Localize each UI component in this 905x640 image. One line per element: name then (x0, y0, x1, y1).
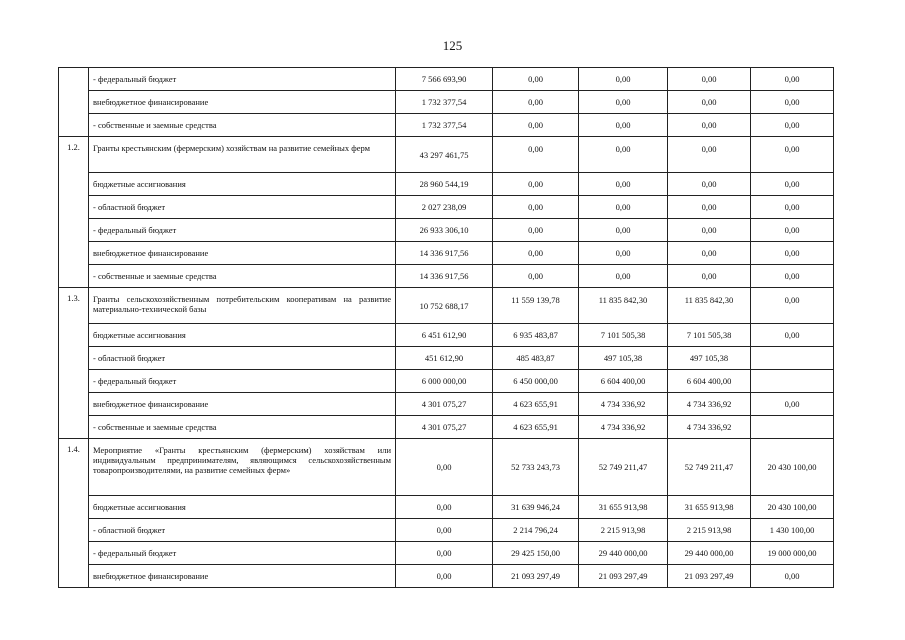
amount-cell-2: 0,00 (493, 196, 579, 219)
amount-cell-5: 0,00 (751, 565, 834, 588)
table-row (59, 393, 834, 416)
amount-cell-1: 14 336 917,56 (396, 265, 493, 288)
amount-cell-4: 0,00 (668, 173, 751, 196)
amount-cell-3: 21 093 297,49 (579, 565, 668, 588)
table-row (59, 565, 834, 588)
table-row (59, 219, 834, 242)
amount-cell-1: 10 752 688,17 (396, 288, 493, 324)
amount-cell-3: 52 749 211,47 (579, 439, 668, 496)
measure-title: Мероприятие «Гранты крестьянским (фермерским) хозяйствам или индивидуальным предпринимателям, являющимся сельскохозяйственным товаропроизводителями, на развитие семейных ферм» (89, 439, 396, 496)
amount-cell-2: 31 639 946,24 (493, 496, 579, 519)
amount-cell-3: 0,00 (579, 219, 668, 242)
amount-cell-4: 6 604 400,00 (668, 370, 751, 393)
amount-cell-2: 11 559 139,78 (493, 288, 579, 324)
table-row (59, 416, 834, 439)
table-row (59, 265, 834, 288)
amount-cell-4: 0,00 (668, 196, 751, 219)
amount-cell-1: 28 960 544,19 (396, 173, 493, 196)
amount-cell-3: 4 734 336,92 (579, 416, 668, 439)
amount-cell-5 (751, 347, 834, 370)
amount-cell-1: 7 566 693,90 (396, 68, 493, 91)
amount-cell-1: 26 933 306,10 (396, 219, 493, 242)
funding-source-label: - федеральный бюджет (89, 219, 396, 242)
funding-source-label: внебюджетное финансирование (89, 565, 396, 588)
amount-cell-1: 1 732 377,54 (396, 91, 493, 114)
amount-cell-5: 19 000 000,00 (751, 542, 834, 565)
amount-cell-4: 2 215 913,98 (668, 519, 751, 542)
amount-cell-3: 11 835 842,30 (579, 288, 668, 324)
amount-cell-4: 7 101 505,38 (668, 324, 751, 347)
amount-cell-2: 6 935 483,87 (493, 324, 579, 347)
amount-cell-3: 0,00 (579, 242, 668, 265)
table-row (59, 114, 834, 137)
amount-cell-4: 29 440 000,00 (668, 542, 751, 565)
funding-source-label: - областной бюджет (89, 196, 396, 219)
amount-cell-5: 0,00 (751, 91, 834, 114)
amount-cell-1: 14 336 917,56 (396, 242, 493, 265)
amount-cell-3: 0,00 (579, 114, 668, 137)
amount-cell-3: 2 215 913,98 (579, 519, 668, 542)
amount-cell-4: 0,00 (668, 219, 751, 242)
amount-cell-3: 0,00 (579, 68, 668, 91)
amount-cell-5: 0,00 (751, 393, 834, 416)
page-number: 125 (442, 38, 463, 53)
amount-cell-4: 0,00 (668, 242, 751, 265)
table-row (59, 196, 834, 219)
amount-cell-4: 21 093 297,49 (668, 565, 751, 588)
amount-cell-1: 4 301 075,27 (396, 416, 493, 439)
table-row (59, 324, 834, 347)
amount-cell-4: 497 105,38 (668, 347, 751, 370)
amount-cell-4: 0,00 (668, 91, 751, 114)
funding-source-label: внебюджетное финансирование (89, 242, 396, 265)
amount-cell-5: 0,00 (751, 219, 834, 242)
funding-source-label: - областной бюджет (89, 347, 396, 370)
table-row (59, 542, 834, 565)
funding-source-label: - федеральный бюджет (89, 542, 396, 565)
amount-cell-3: 0,00 (579, 196, 668, 219)
amount-cell-2: 0,00 (493, 91, 579, 114)
amount-cell-3: 7 101 505,38 (579, 324, 668, 347)
funding-source-label: - собственные и заемные средства (89, 114, 396, 137)
funding-source-label: - областной бюджет (89, 519, 396, 542)
amount-cell-4: 0,00 (668, 68, 751, 91)
funding-source-label: - федеральный бюджет (89, 68, 396, 91)
amount-cell-3: 4 734 336,92 (579, 393, 668, 416)
funding-source-label: внебюджетное финансирование (89, 91, 396, 114)
amount-cell-2: 4 623 655,91 (493, 416, 579, 439)
amount-cell-2: 21 093 297,49 (493, 565, 579, 588)
amount-cell-4: 52 749 211,47 (668, 439, 751, 496)
funding-source-label: - собственные и заемные средства (89, 265, 396, 288)
amount-cell-5: 0,00 (751, 68, 834, 91)
amount-cell-3: 0,00 (579, 91, 668, 114)
amount-cell-1: 0,00 (396, 565, 493, 588)
amount-cell-1: 43 297 461,75 (396, 137, 493, 173)
amount-cell-3: 29 440 000,00 (579, 542, 668, 565)
funding-source-label: бюджетные ассигнования (89, 496, 396, 519)
amount-cell-4: 4 734 336,92 (668, 393, 751, 416)
amount-cell-3: 31 655 913,98 (579, 496, 668, 519)
amount-cell-1: 0,00 (396, 439, 493, 496)
amount-cell-2: 485 483,87 (493, 347, 579, 370)
amount-cell-2: 0,00 (493, 114, 579, 137)
funding-table (58, 67, 834, 588)
amount-cell-4: 4 734 336,92 (668, 416, 751, 439)
amount-cell-4: 31 655 913,98 (668, 496, 751, 519)
amount-cell-2: 29 425 150,00 (493, 542, 579, 565)
table-row (59, 242, 834, 265)
table-row-section (59, 137, 834, 173)
table-row (59, 370, 834, 393)
funding-source-label: бюджетные ассигнования (89, 324, 396, 347)
amount-cell-3: 0,00 (579, 265, 668, 288)
amount-cell-4: 0,00 (668, 265, 751, 288)
item-number-cell: 1.3. (59, 288, 89, 439)
measure-title: Гранты сельскохозяйственным потребительским кооперативам на развитие материально-технической базы (89, 288, 396, 324)
amount-cell-2: 0,00 (493, 219, 579, 242)
amount-cell-4: 0,00 (668, 114, 751, 137)
amount-cell-1: 0,00 (396, 519, 493, 542)
amount-cell-5: 0,00 (751, 114, 834, 137)
amount-cell-4: 0,00 (668, 137, 751, 173)
amount-cell-2: 0,00 (493, 68, 579, 91)
amount-cell-5: 20 430 100,00 (751, 496, 834, 519)
amount-cell-1: 0,00 (396, 542, 493, 565)
funding-source-label: - собственные и заемные средства (89, 416, 396, 439)
table-row (59, 173, 834, 196)
funding-source-label: бюджетные ассигнования (89, 173, 396, 196)
amount-cell-2: 4 623 655,91 (493, 393, 579, 416)
amount-cell-2: 0,00 (493, 137, 579, 173)
amount-cell-1: 2 027 238,09 (396, 196, 493, 219)
amount-cell-5 (751, 370, 834, 393)
amount-cell-3: 0,00 (579, 173, 668, 196)
item-number-cell: 1.4. (59, 439, 89, 588)
table-row (59, 91, 834, 114)
table-row (59, 68, 834, 91)
amount-cell-3: 497 105,38 (579, 347, 668, 370)
amount-cell-5: 0,00 (751, 324, 834, 347)
amount-cell-2: 6 450 000,00 (493, 370, 579, 393)
amount-cell-1: 451 612,90 (396, 347, 493, 370)
item-number-cell (59, 68, 89, 137)
table-row-section (59, 439, 834, 496)
amount-cell-2: 2 214 796,24 (493, 519, 579, 542)
amount-cell-5: 0,00 (751, 242, 834, 265)
amount-cell-1: 1 732 377,54 (396, 114, 493, 137)
amount-cell-2: 0,00 (493, 242, 579, 265)
amount-cell-1: 6 000 000,00 (396, 370, 493, 393)
table-row-section (59, 288, 834, 324)
table-row (59, 496, 834, 519)
amount-cell-5: 1 430 100,00 (751, 519, 834, 542)
amount-cell-3: 6 604 400,00 (579, 370, 668, 393)
item-number-cell: 1.2. (59, 137, 89, 288)
table-body (59, 68, 834, 588)
amount-cell-4: 11 835 842,30 (668, 288, 751, 324)
amount-cell-5: 20 430 100,00 (751, 439, 834, 496)
amount-cell-5: 0,00 (751, 173, 834, 196)
amount-cell-5: 0,00 (751, 137, 834, 173)
table-row (59, 347, 834, 370)
amount-cell-5: 0,00 (751, 196, 834, 219)
amount-cell-5: 0,00 (751, 265, 834, 288)
amount-cell-2: 0,00 (493, 265, 579, 288)
funding-source-label: внебюджетное финансирование (89, 393, 396, 416)
amount-cell-5 (751, 416, 834, 439)
measure-title: Гранты крестьянским (фермерским) хозяйствам на развитие семейных ферм (89, 137, 396, 173)
amount-cell-3: 0,00 (579, 137, 668, 173)
amount-cell-2: 0,00 (493, 173, 579, 196)
amount-cell-1: 6 451 612,90 (396, 324, 493, 347)
table-row (59, 519, 834, 542)
amount-cell-2: 52 733 243,73 (493, 439, 579, 496)
amount-cell-5: 0,00 (751, 288, 834, 324)
amount-cell-1: 4 301 075,27 (396, 393, 493, 416)
funding-source-label: - федеральный бюджет (89, 370, 396, 393)
amount-cell-1: 0,00 (396, 496, 493, 519)
